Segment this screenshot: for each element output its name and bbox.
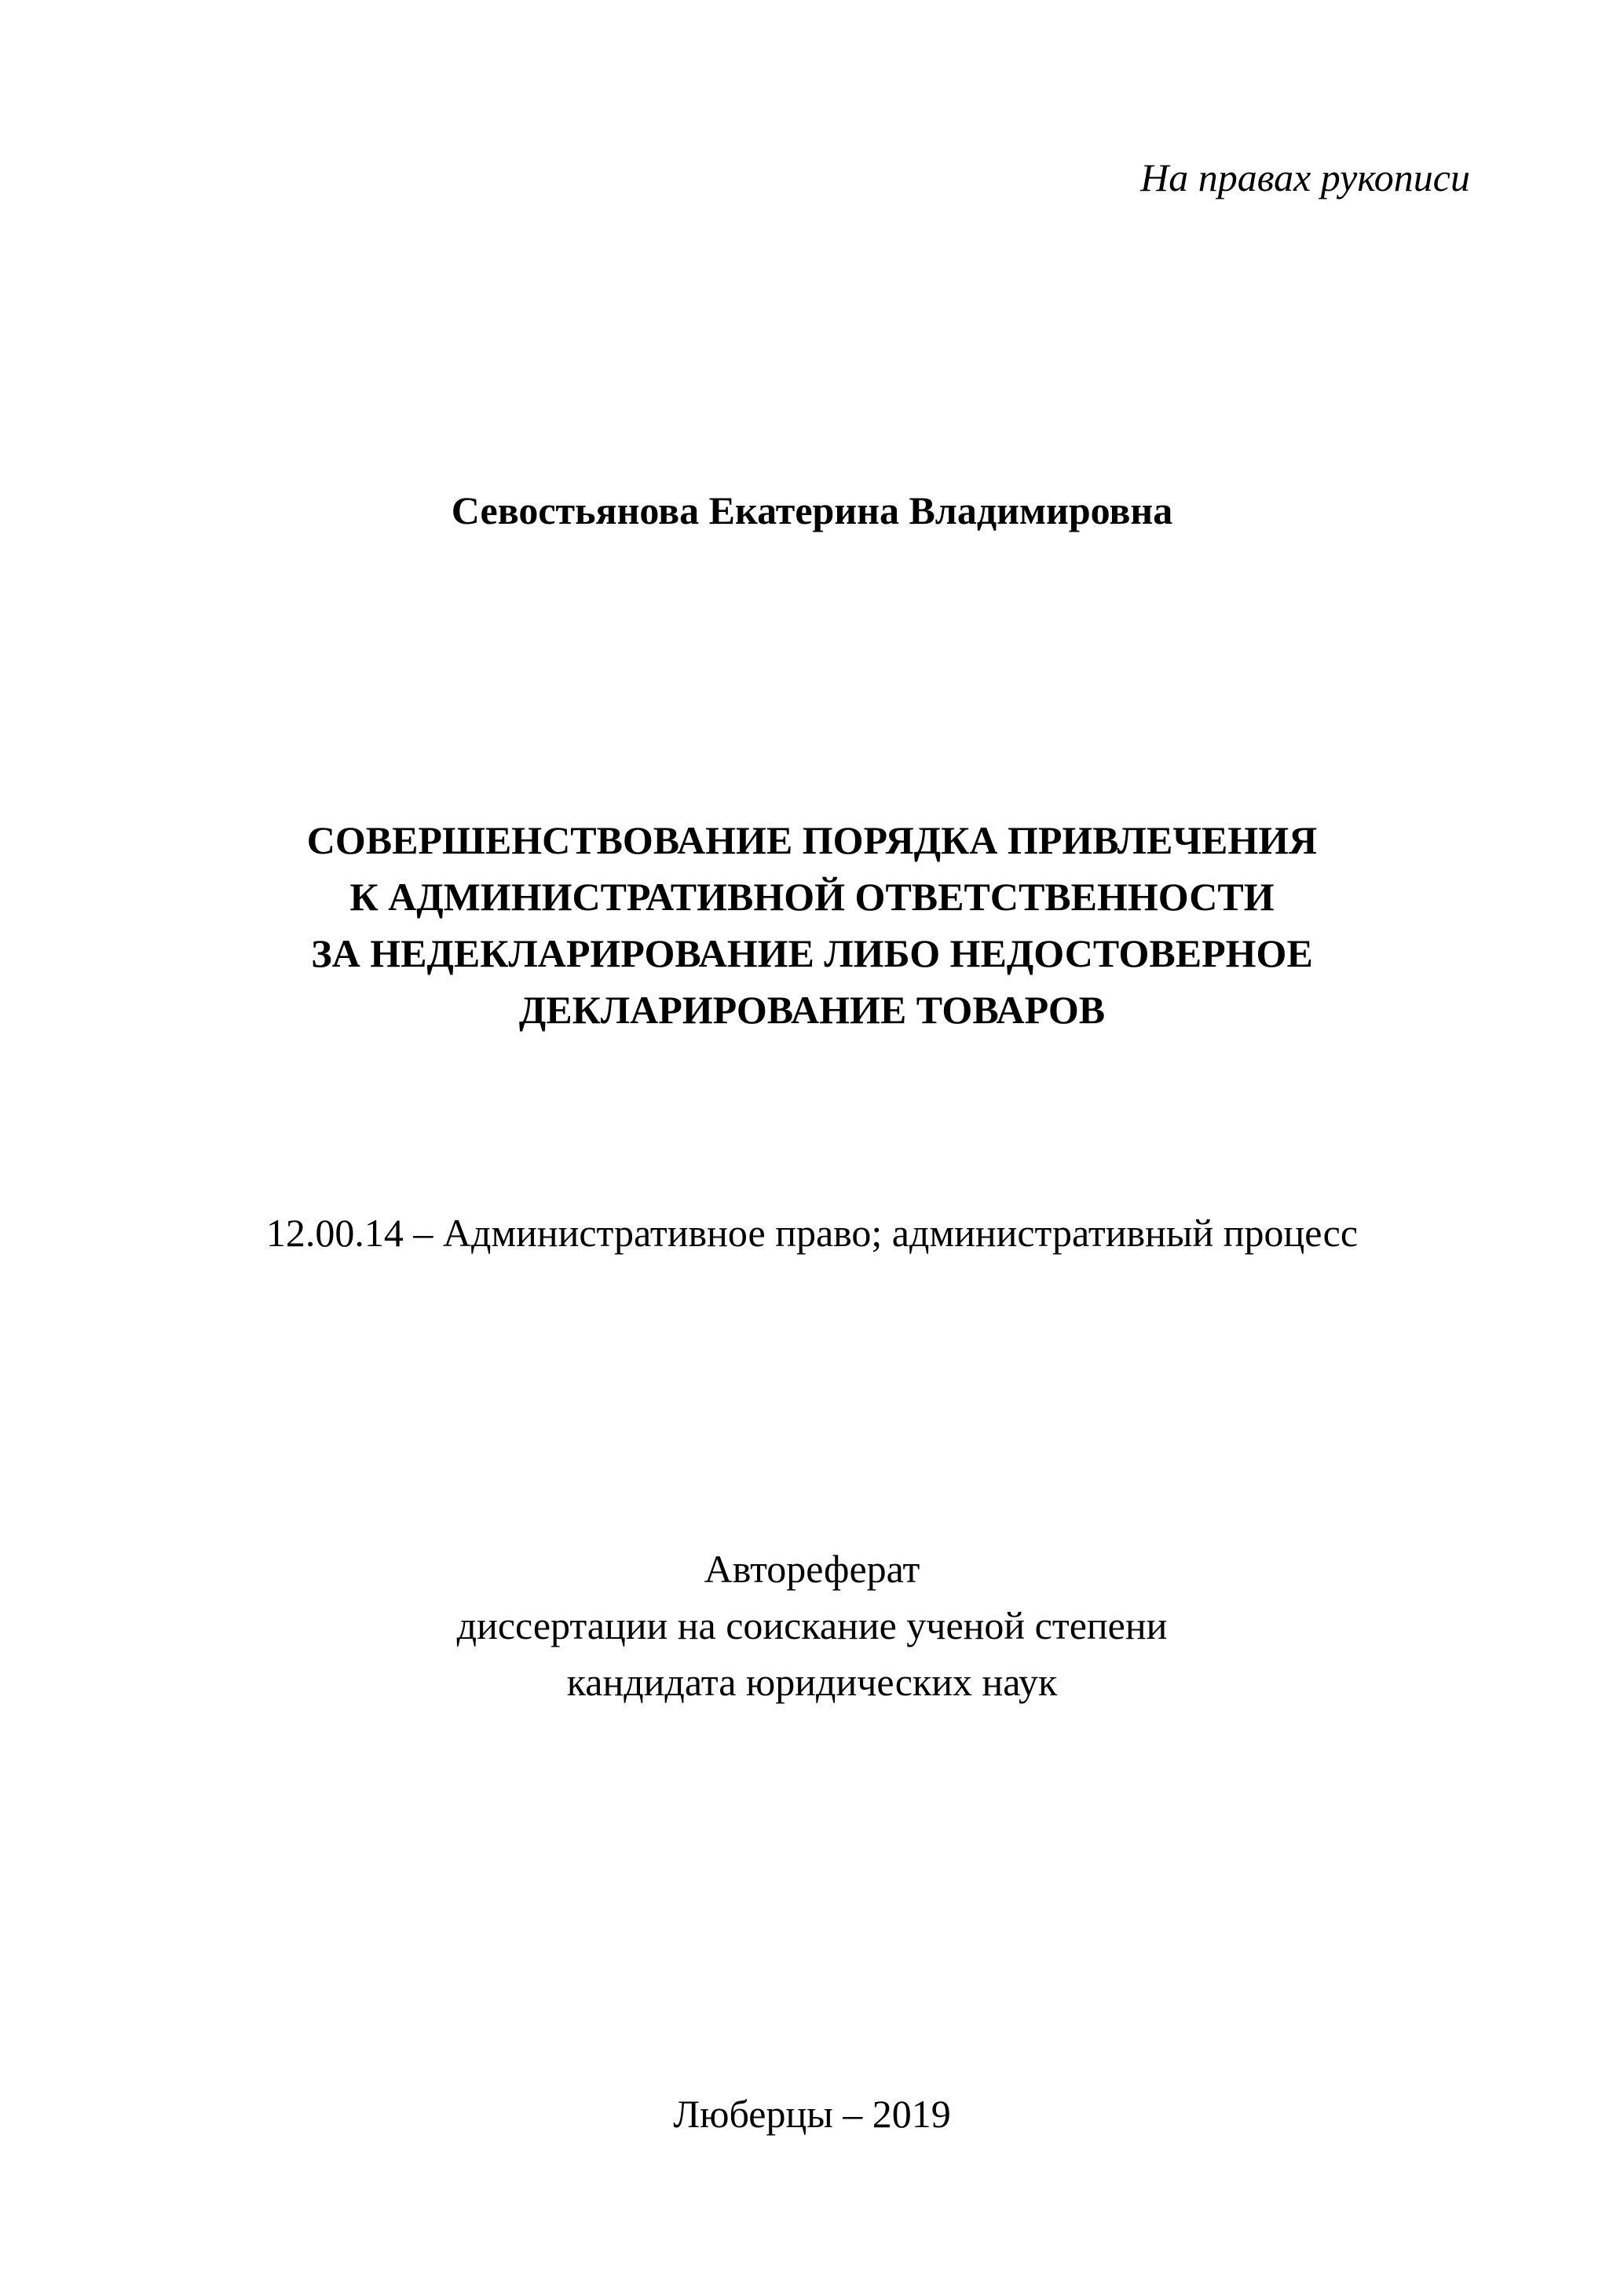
dissertation-title — [0, 812, 1624, 1038]
title-line: ЗА НЕДЕКЛАРИРОВАНИЕ ЛИБО НЕДОСТОВЕРНОЕ — [311, 931, 1313, 975]
abstract-line: диссертации на соискание ученой степени — [456, 1603, 1168, 1647]
title-line: СОВЕРШЕНСТВОВАНИЕ ПОРЯДКА ПРИВЛЕЧЕНИЯ — [306, 818, 1318, 862]
specialty-code: 12.00.14 – Административное право; административный процесс — [265, 1211, 1359, 1255]
place-and-year: Люберцы – 2019 — [673, 2092, 951, 2136]
abstract-line: Автореферат — [704, 1547, 920, 1591]
abstract-description — [0, 1541, 1624, 1710]
title-line: К АДМИНИСТРАТИВНОЙ ОТВЕТСТВЕННОСТИ — [349, 875, 1275, 919]
rights-note: На правах рукописи — [1140, 155, 1470, 199]
abstract-line: кандидата юридических наук — [566, 1660, 1058, 1704]
title-line: ДЕКЛАРИРОВАНИЕ ТОВАРОВ — [518, 988, 1106, 1032]
author-name: Севостьянова Екатерина Владимировна — [451, 488, 1173, 532]
